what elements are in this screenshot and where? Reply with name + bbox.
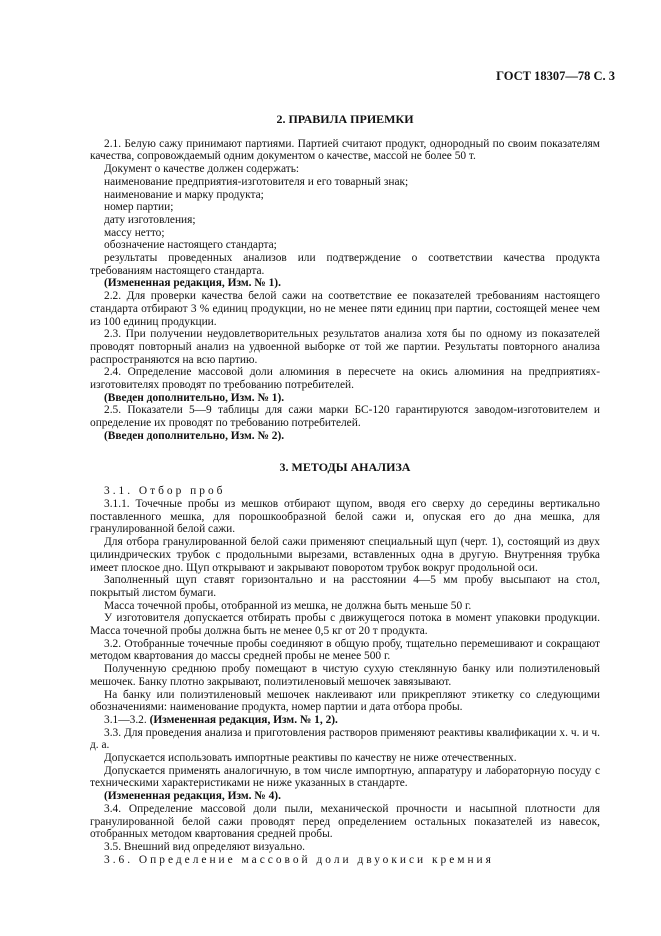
- paragraph-3-1-heading: 3.1. Отбор проб: [104, 485, 226, 498]
- list-item: дату изготовления;: [104, 213, 196, 226]
- paragraph-probe-usage: Заполненный щуп ставят горизонтально и на расстоянии 4—5 мм пробу высыпают на стол, покрытый листом бумаги.: [90, 574, 600, 599]
- paragraph-3-2: 3.2. Отобранные точечные пробы соединяют в общую пробу, тщательно перемешивают и сокращают методом квартования до массы средней пробы не менее 500 г.: [90, 637, 600, 663]
- paragraph-equipment: Допускается применять аналогичную, в том числе импортную, аппаратуру и лабораторную посуду с техническими характеристиками не ниже указанных в стандарте.: [90, 764, 600, 790]
- paragraph-sample-storage: Полученную среднюю пробу помещают в чистую сухую стеклянную банку или полиэтиленовый мешочек. Банку плотно закрывают, полиэтиленовый мешочек завязывают.: [90, 663, 600, 688]
- paragraph-3-6-heading: 3.6. Определение массовой доли двуокиси кремния: [104, 853, 494, 866]
- revision-note-3-1-3-2: [90, 714, 600, 727]
- paragraph-3-5: 3.5. Внешний вид определяют визуально.: [104, 840, 306, 853]
- document-content-results: результаты проведенных анализов или подтверждение о соответствии качества продукта требованиям настоящего стандарта.: [90, 252, 600, 277]
- list-item: массу нетто;: [104, 226, 165, 239]
- revision-note: (Измененная редакция, Изм. № 4).: [104, 790, 281, 803]
- list-item: наименование предприятия-изготовителя и его товарный знак;: [104, 175, 409, 188]
- paragraph-2-3: 2.3. При получении неудовлетворительных результатов анализа хотя бы по одному из показателей проводят повторный анализ на удвоенной выборке от той же партии. Результаты повторного анализа распространяются на всю партию.: [90, 328, 600, 366]
- addition-note: (Введен дополнительно, Изм. № 2).: [104, 429, 285, 442]
- list-item: номер партии;: [104, 201, 174, 214]
- paragraph-3-4: 3.4. Определение массовой доли пыли, механической прочности и насыпной плотности для гранулированной белой сажи проводят перед определением остальных показателей из навесок, отобранных методом квартования средней пробы.: [90, 802, 600, 841]
- paragraph-sample-mass: Масса точечной пробы, отобранной из мешка, не должна быть меньше 50 г.: [104, 599, 472, 612]
- revision-paragraph-range: 3.1—3.2.: [104, 713, 147, 726]
- paragraph-3-3: 3.3. Для проведения анализа и приготовления растворов применяют реактивы квалификации х. ч. и ч. д. а.: [90, 726, 600, 752]
- paragraph-probe-description: Для отбора гранулированной белой сажи применяют специальный щуп (черт. 1), состоящий из двух цилиндрических трубок с продольными вырезами, вставленных одна в другую. Внутренняя трубка имеет плоское дно. Щуп открывают и закрывают поворотом трубок вокруг продольной оси.: [90, 536, 600, 574]
- page-header: ГОСТ 18307—78 С. 3: [496, 69, 615, 83]
- section-3-title: 3. МЕТОДЫ АНАЛИЗА: [279, 459, 411, 474]
- revision-note: (Измененная редакция, Изм. № 1).: [104, 277, 281, 290]
- paragraph-3-1-1: 3.1.1. Точечные пробы из мешков отбирают щупом, вводя его сверху до середины вертикально поставленного мешка, для порошкообразной белой сажи и, опуская его до дна мешка, для гранулированной белой сажи.: [90, 497, 600, 536]
- section-2-title: 2. ПРАВИЛА ПРИЕМКИ: [276, 112, 414, 126]
- list-item: обозначение настоящего стандарта;: [104, 239, 277, 252]
- list-item: наименование и марку продукта;: [104, 188, 264, 201]
- paragraph-2-1: 2.1. Белую сажу принимают партиями. Партией считают продукт, однородный по своим показателям качества, сопровождаемый одним документом о качестве, массой не более 50 т.: [90, 137, 600, 163]
- paragraph-2-2: 2.2. Для проверки качества белой сажи на соответствие ее показателей требованиям настоящего стандарта отбирают 3 % единиц продукции, но не менее пяти единиц при партии, состоящей менее чем из 100 единиц продукции.: [90, 290, 600, 328]
- paragraph-imported-reagents: Допускается использовать импортные реактивы по качеству не ниже отечественных.: [104, 752, 517, 765]
- paragraph-2-4: 2.4. Определение массовой доли алюминия в пересчете на окись алюминия на предприятиях-изготовителях проводят по требованию потребителей.: [90, 366, 600, 392]
- addition-note: (Введен дополнительно, Изм. № 1).: [104, 391, 285, 404]
- document-body: [90, 113, 600, 866]
- paragraph-flow-sampling: У изготовителя допускается отбирать пробы с движущегося потока в момент упаковки продукции. Масса точечной пробы должна быть не менее 0,5 кг от 20 т продукта.: [90, 612, 600, 638]
- revision-note: (Измененная редакция, Изм. № 1, 2).: [149, 713, 338, 726]
- paragraph-label: На банку или полиэтиленовый мешочек наклеивают или прикрепляют этикетку со следующими обозначениями: наименование продукта, номер партии и дата отбора пробы.: [90, 688, 600, 714]
- document-content-intro: Документ о качестве должен содержать:: [104, 163, 300, 176]
- paragraph-2-5: 2.5. Показатели 5—9 таблицы для сажи марки БС-120 гарантируются заводом-изготовителем и определение их проводят по требованию потребителей.: [90, 404, 600, 430]
